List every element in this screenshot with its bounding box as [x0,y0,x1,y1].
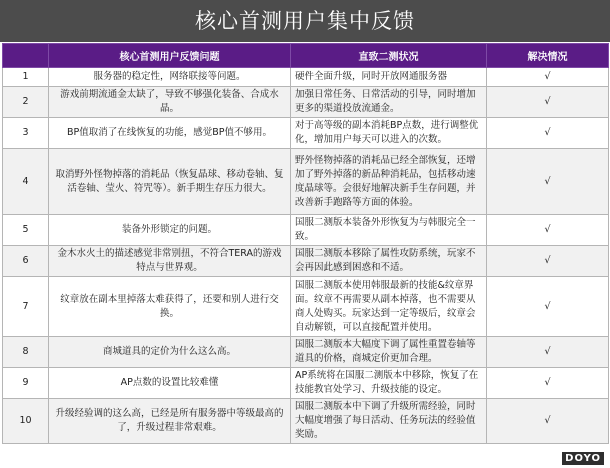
row-status: 硬件全面升级，同时开放网通服务器 [291,68,487,87]
table-row [3,68,609,87]
row-number: 9 [3,368,49,399]
row-status: 国服二测版本使用韩服最新的技能&纹章界面。纹章不再需要从副本掉落，也不需要从商人处购买。玩家达到一定等级后，纹章会自动解锁，可以直接配置并使用。 [291,277,487,337]
row-question: 纹章放在副本里掉落太难获得了，还要和别人进行交换。 [49,277,291,337]
row-question: 取消野外怪物掉落的消耗品（恢复晶球、移动卷轴、复活卷轴、莹火、符咒等）。新手期生存压力很大。 [49,149,291,215]
row-number: 5 [3,215,49,246]
row-question: 游戏前期流通金太缺了，导致不够强化装备、合成水晶。 [49,87,291,118]
row-resolved-check: √ [487,368,609,399]
row-question: AP点数的设置比较难懂 [49,368,291,399]
row-resolved-check: √ [487,399,609,444]
table-row [3,118,609,149]
table-row [3,215,609,246]
row-resolved-check: √ [487,118,609,149]
table-row [3,87,609,118]
row-status: 加强日常任务、日常活动的引导，同时增加更多的渠道投放流通金。 [291,87,487,118]
row-status: 野外怪物掉落的消耗品已经全部恢复，还增加了野外掉落的新品种消耗品，包括移动速度晶球等。会很好地解决新手生存问题，并改善新手跑路等方面的体验。 [291,149,487,215]
header-status: 直致二测状况 [291,44,487,68]
row-resolved-check: √ [487,68,609,87]
header-number [3,44,49,68]
table-row [3,149,609,215]
table-row [3,399,609,444]
page-title: 核心首测用户集中反馈 [0,0,610,42]
row-number: 10 [3,399,49,444]
row-resolved-check: √ [487,277,609,337]
row-status: 国服二测版本装备外形恢复为与韩服完全一致。 [291,215,487,246]
row-resolved-check: √ [487,149,609,215]
row-resolved-check: √ [487,87,609,118]
row-status: AP系统将在国服二测版本中移除，恢复了在技能教官处学习、升级技能的设定。 [291,368,487,399]
row-question: 商城道具的定价为什么这么高。 [49,337,291,368]
row-number: 4 [3,149,49,215]
header-question: 核心首测用户反馈问题 [49,44,291,68]
row-number: 3 [3,118,49,149]
table-header-row [3,44,609,68]
table-row [3,368,609,399]
row-status: 国服二测版本大幅度下调了属性重置卷轴等道具的价格，商城定价更加合理。 [291,337,487,368]
row-resolved-check: √ [487,246,609,277]
row-resolved-check: √ [487,337,609,368]
row-number: 2 [3,87,49,118]
row-number: 1 [3,68,49,87]
table-row [3,246,609,277]
row-question: 金木水火土的描述感觉非常别扭，不符合TERA的游戏特点与世界观。 [49,246,291,277]
row-resolved-check: √ [487,215,609,246]
row-question: 服务器的稳定性，网络联接等问题。 [49,68,291,87]
row-question: BP值取消了在线恢复的功能，感觉BP值不够用。 [49,118,291,149]
row-question: 升级经验调的这么高，已经是所有服务器中等级最高的了，升级过程非常艰难。 [49,399,291,444]
row-status: 国服二测版本中下调了升级所需经验，同时大幅度增强了每日活动、任务玩法的经验值奖励。 [291,399,487,444]
row-status: 对于高等级的副本消耗BP点数，进行调整优化，增加用户每天可以进入的次数。 [291,118,487,149]
row-number: 7 [3,277,49,337]
row-number: 6 [3,246,49,277]
table-body [3,68,609,444]
header-resolved: 解决情况 [487,44,609,68]
table-row [3,277,609,337]
row-number: 8 [3,337,49,368]
row-question: 装备外形锁定的问题。 [49,215,291,246]
feedback-table [2,43,609,444]
row-status: 国服二测版本移除了属性攻防系统，玩家不会再因此感到困惑和不适。 [291,246,487,277]
table-row [3,337,609,368]
watermark-logo: DOYO [562,452,604,465]
